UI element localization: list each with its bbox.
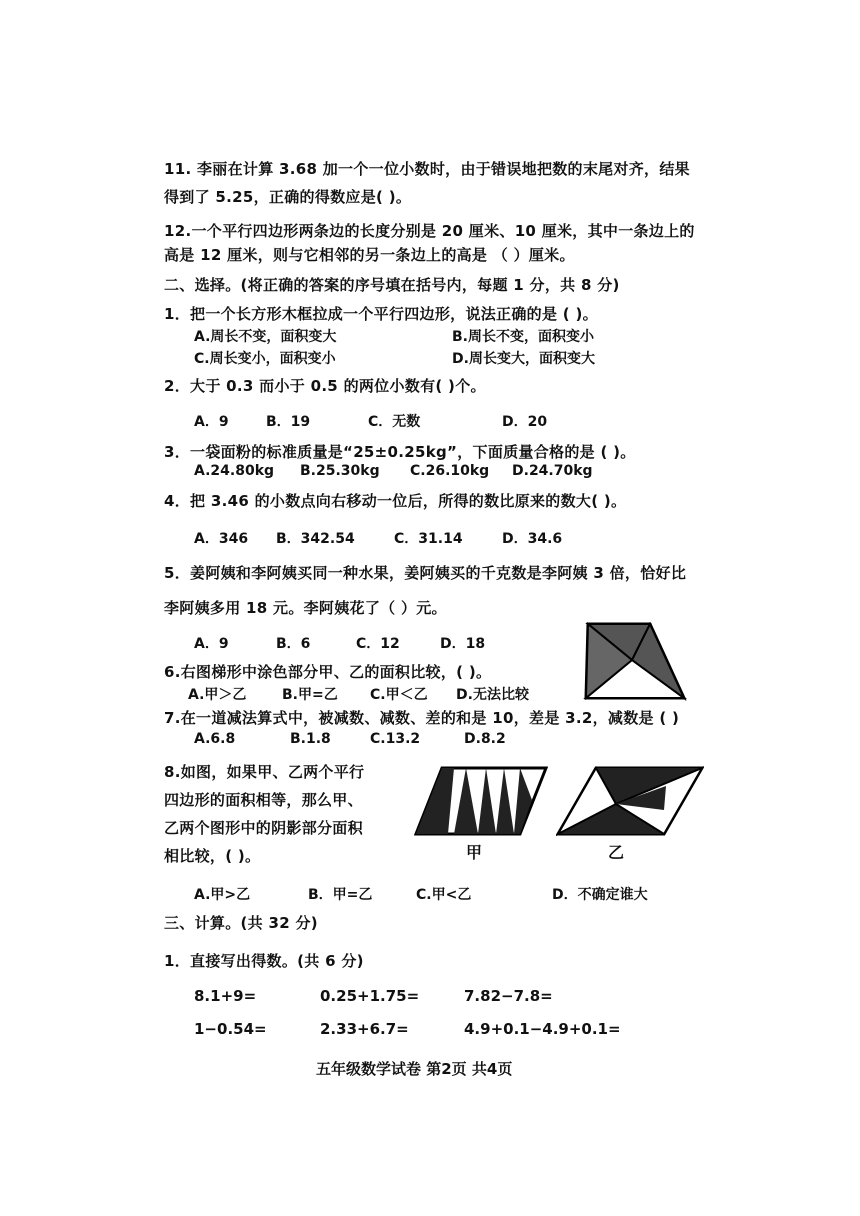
s2-q1-stem: 1．把一个长方形木框拉成一个平行四边形，说法正确的是 ( )。 <box>164 305 598 323</box>
calc-expr-4: 1−0.54= <box>194 1020 267 1038</box>
s2-q7-option-d: D.8.2 <box>464 731 506 747</box>
s2-q6-option-b: B.甲=乙 <box>282 687 338 703</box>
calc-expr-1: 8.1+9= <box>194 987 257 1005</box>
s2-q4-option-c: C．31.14 <box>394 531 463 547</box>
s2-q4-option-b: B．342.54 <box>276 531 355 547</box>
s2-q8-line4: 相比较，( )。 <box>164 847 261 865</box>
s2-q6-stem: 6.右图梯形中涂色部分甲、乙的面积比较，( )。 <box>164 663 492 681</box>
s2-q4-option-a: A．346 <box>194 531 249 547</box>
q11-line2: 得到了 5.25，正确的得数应是( )。 <box>164 188 412 206</box>
s2-q8-line2: 四边形的面积相等，那么甲、 <box>164 791 363 809</box>
parallelogram-jia-figure <box>414 764 548 838</box>
calc-expr-3: 7.82−7.8= <box>464 987 553 1005</box>
s2-q5-option-d: D．18 <box>440 636 486 652</box>
s2-q2-option-a: A．9 <box>194 414 229 430</box>
fig-jia-label: 甲 <box>466 843 483 862</box>
s2-q6-option-d: D.无法比较 <box>456 687 529 703</box>
s2-q8-line3: 乙两个图形中的阴影部分面积 <box>164 819 363 837</box>
shaded-triangle-1 <box>416 768 454 834</box>
q12-line1: 12.一个平行四边形两条边的长度分别是 20 厘米、10 厘米，其中一条边上的 <box>164 222 695 240</box>
s2-q8-option-a: A.甲>乙 <box>194 887 251 903</box>
s2-q8-option-c: C.甲<乙 <box>416 887 472 903</box>
s2-q2-option-b: B．19 <box>266 414 311 430</box>
s2-q5-line2: 李阿姨多用 18 元。李阿姨花了（ ）元。 <box>164 599 447 617</box>
section3-title: 三、计算。(共 32 分) <box>164 914 318 932</box>
s2-q2-option-d: D．20 <box>502 414 548 430</box>
s2-q3-option-d: D.24.70kg <box>512 463 593 479</box>
s2-q7-stem: 7.在一道减法算式中，被减数、减数、差的和是 10，差是 3.2，减数是 ( ) <box>164 709 680 727</box>
s2-q3-option-b: B.25.30kg <box>300 463 380 479</box>
s2-q1-option-d: D.周长变大，面积变大 <box>452 351 595 367</box>
calc-expr-6: 4.9+0.1−4.9+0.1= <box>464 1020 621 1038</box>
s2-q1-option-c: C.周长变小，面积变小 <box>194 351 336 367</box>
s2-q7-option-b: B.1.8 <box>290 731 331 747</box>
s2-q5-option-b: B．6 <box>276 636 311 652</box>
page-footer: 五年级数学试卷 第2页 共4页 <box>316 1060 513 1078</box>
s2-q1-option-a: A.周长不变，面积变大 <box>194 329 337 345</box>
s2-q8-option-d: D．不确定谁大 <box>552 887 648 903</box>
s2-q3-option-a: A.24.80kg <box>194 463 275 479</box>
s2-q2-stem: 2．大于 0.3 而小于 0.5 的两位小数有( )个。 <box>164 377 486 395</box>
calc-expr-5: 2.33+6.7= <box>320 1020 409 1038</box>
s2-q8-line1: 8.如图，如果甲、乙两个平行 <box>164 763 365 781</box>
q12-line2: 高是 12 厘米，则与它相邻的另一条边上的高是 （ ）厘米。 <box>164 246 575 264</box>
s2-q8-option-b: B．甲=乙 <box>308 887 373 903</box>
s2-q5-line1: 5．姜阿姨和李阿姨买同一种水果，姜阿姨买的千克数是李阿姨 3 倍，恰好比 <box>164 564 687 582</box>
fig-yi-label: 乙 <box>608 843 625 862</box>
s2-q5-option-c: C．12 <box>356 636 400 652</box>
s2-q4-option-d: D．34.6 <box>502 531 563 547</box>
s2-q3-option-c: C.26.10kg <box>410 463 490 479</box>
section2-title: 二、选择。(将正确的答案的序号填在括号内，每题 1 分，共 8 分) <box>164 276 620 294</box>
s2-q2-option-c: C．无数 <box>368 414 421 430</box>
trapezoid-figure <box>580 618 690 702</box>
parallelogram-yi-figure <box>556 764 704 838</box>
s2-q6-option-a: A.甲＞乙 <box>188 687 247 703</box>
s2-q1-option-b: B.周长不变，面积变小 <box>452 329 594 345</box>
calc-expr-2: 0.25+1.75= <box>320 987 420 1005</box>
s2-q4-stem: 4．把 3.46 的小数点向右移动一位后，所得的数比原来的数大( )。 <box>164 492 627 510</box>
q11-line1: 11. 李丽在计算 3.68 加一个一位小数时，由于错误地把数的末尾对齐，结果 <box>164 160 690 178</box>
s2-q3-stem: 3．一袋面粉的标准质量是“25±0.25kg”，下面质量合格的是 ( )。 <box>164 443 636 461</box>
s2-q7-option-a: A.6.8 <box>194 731 236 747</box>
s2-q5-option-a: A．9 <box>194 636 229 652</box>
s2-q7-option-c: C.13.2 <box>370 731 421 747</box>
s2-q6-option-c: C.甲＜乙 <box>370 687 428 703</box>
s3-q1-title: 1．直接写出得数。(共 6 分) <box>164 952 364 970</box>
